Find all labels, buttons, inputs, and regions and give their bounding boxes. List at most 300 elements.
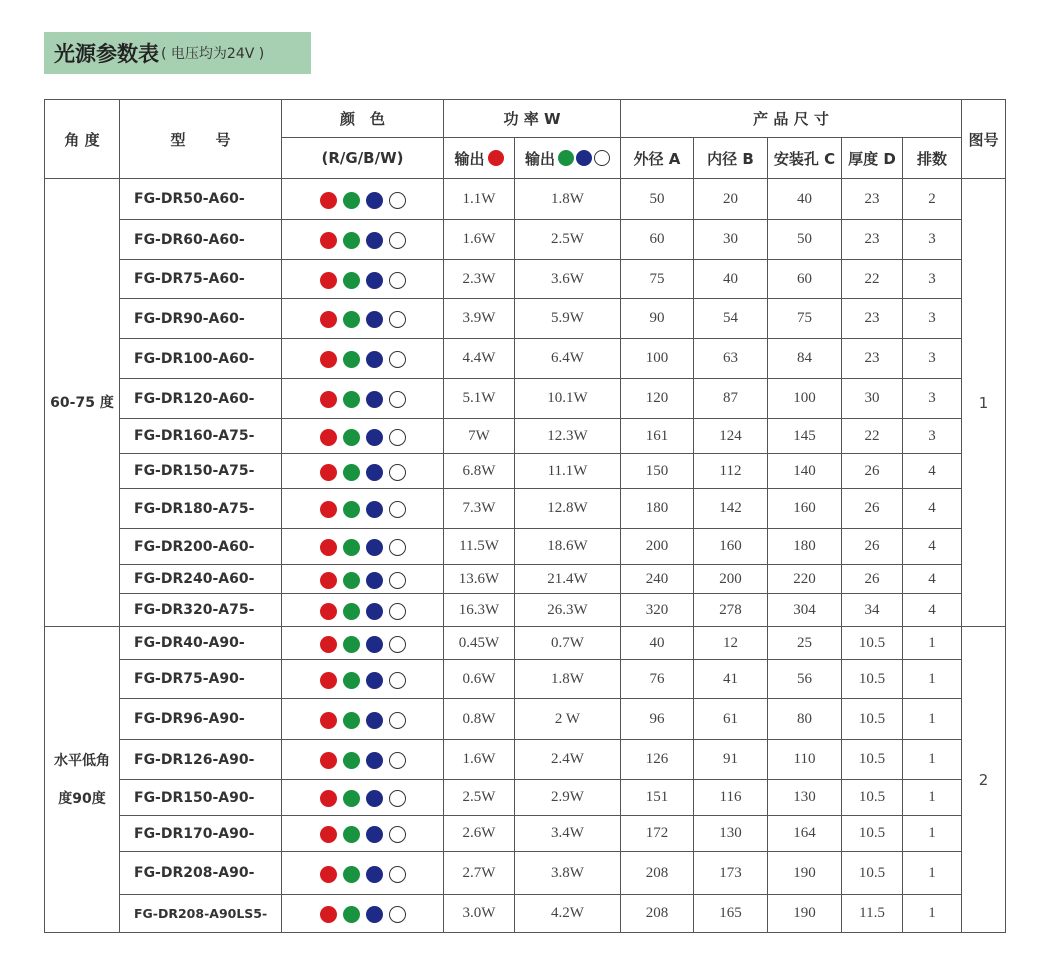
green-dot-icon	[343, 826, 360, 843]
power-gbw-cell: 3.8W	[515, 852, 621, 895]
white-dot-icon	[389, 866, 406, 883]
green-dot-icon	[343, 712, 360, 729]
power-red-cell: 1.6W	[444, 220, 515, 260]
table-row	[45, 379, 1006, 419]
power-gbw-cell: 10.1W	[515, 379, 621, 419]
header-rows-count: 排数	[903, 138, 962, 179]
blue-dot-icon	[366, 351, 383, 368]
green-dot-icon	[343, 351, 360, 368]
model-cell: FG-DR40-A90-	[120, 627, 282, 660]
green-dot-icon	[343, 636, 360, 653]
green-dot-icon	[343, 501, 360, 518]
power-red-cell: 13.6W	[444, 565, 515, 594]
color-cell	[282, 816, 444, 852]
thickness-cell: 23	[842, 339, 903, 379]
color-cell	[282, 299, 444, 339]
thickness-cell: 26	[842, 454, 903, 489]
inner-cell: 124	[694, 419, 768, 454]
blue-dot-icon	[576, 150, 592, 166]
red-dot-icon	[320, 429, 337, 446]
model-cell: FG-DR120-A60-	[120, 379, 282, 419]
power-red-cell: 0.8W	[444, 699, 515, 740]
white-dot-icon	[594, 150, 610, 166]
model-cell: FG-DR60-A60-	[120, 220, 282, 260]
white-dot-icon	[389, 429, 406, 446]
red-dot-icon	[320, 906, 337, 923]
thickness-cell: 26	[842, 489, 903, 529]
white-dot-icon	[389, 501, 406, 518]
header-outer: 外径 A	[621, 138, 694, 179]
rows-count-cell: 4	[903, 454, 962, 489]
blue-dot-icon	[366, 192, 383, 209]
power-gbw-cell: 18.6W	[515, 529, 621, 565]
model-cell: FG-DR150-A90-	[120, 780, 282, 816]
thickness-cell: 10.5	[842, 699, 903, 740]
color-cell	[282, 260, 444, 299]
rows-count-cell: 3	[903, 220, 962, 260]
red-dot-icon	[320, 391, 337, 408]
rows-count-cell: 4	[903, 594, 962, 627]
hole-cell: 25	[768, 627, 842, 660]
power-gbw-cell: 2 W	[515, 699, 621, 740]
color-cell	[282, 660, 444, 699]
rows-count-cell: 4	[903, 529, 962, 565]
outer-cell: 240	[621, 565, 694, 594]
power-red-cell: 4.4W	[444, 339, 515, 379]
blue-dot-icon	[366, 572, 383, 589]
rows-count-cell: 3	[903, 379, 962, 419]
thickness-cell: 10.5	[842, 780, 903, 816]
header-power: 功 率 W	[444, 100, 621, 138]
hole-cell: 130	[768, 780, 842, 816]
power-gbw-cell: 4.2W	[515, 895, 621, 933]
hole-cell: 80	[768, 699, 842, 740]
color-cell	[282, 627, 444, 660]
green-dot-icon	[343, 752, 360, 769]
power-red-cell: 5.1W	[444, 379, 515, 419]
white-dot-icon	[389, 752, 406, 769]
red-dot-icon	[320, 712, 337, 729]
power-gbw-cell: 2.4W	[515, 740, 621, 780]
model-cell: FG-DR208-A90LS5-	[120, 895, 282, 933]
blue-dot-icon	[366, 866, 383, 883]
inner-cell: 116	[694, 780, 768, 816]
power-red-cell: 3.0W	[444, 895, 515, 933]
rows-count-cell: 1	[903, 780, 962, 816]
model-cell: FG-DR75-A90-	[120, 660, 282, 699]
green-dot-icon	[343, 464, 360, 481]
table-row	[45, 699, 1006, 740]
power-gbw-cell: 12.8W	[515, 489, 621, 529]
page-subtitle: ( 电压均为24V )	[161, 46, 265, 62]
rows-count-cell: 4	[903, 489, 962, 529]
color-cell	[282, 852, 444, 895]
outer-cell: 76	[621, 660, 694, 699]
red-dot-icon	[320, 572, 337, 589]
outer-cell: 180	[621, 489, 694, 529]
table-row	[45, 895, 1006, 933]
outer-cell: 151	[621, 780, 694, 816]
red-dot-icon	[320, 672, 337, 689]
hole-cell: 140	[768, 454, 842, 489]
header-inner: 内径 B	[694, 138, 768, 179]
power-red-label: 输出	[454, 149, 485, 168]
red-dot-icon	[320, 826, 337, 843]
outer-cell: 320	[621, 594, 694, 627]
green-dot-icon	[343, 429, 360, 446]
table-row	[45, 454, 1006, 489]
blue-dot-icon	[366, 429, 383, 446]
rows-count-cell: 1	[903, 660, 962, 699]
inner-cell: 30	[694, 220, 768, 260]
thickness-cell: 26	[842, 529, 903, 565]
rows-count-cell: 3	[903, 339, 962, 379]
power-red-cell: 11.5W	[444, 529, 515, 565]
table-row	[45, 220, 1006, 260]
red-dot-icon	[488, 150, 504, 166]
model-cell: FG-DR170-A90-	[120, 816, 282, 852]
red-dot-icon	[320, 232, 337, 249]
header-thickness: 厚度 D	[842, 138, 903, 179]
outer-cell: 126	[621, 740, 694, 780]
color-cell	[282, 699, 444, 740]
outer-cell: 100	[621, 339, 694, 379]
white-dot-icon	[389, 826, 406, 843]
thickness-cell: 10.5	[842, 816, 903, 852]
power-gbw-cell: 3.4W	[515, 816, 621, 852]
red-dot-icon	[320, 752, 337, 769]
power-gbw-cell: 1.8W	[515, 179, 621, 220]
outer-cell: 75	[621, 260, 694, 299]
power-gbw-cell: 5.9W	[515, 299, 621, 339]
power-gbw-cell: 6.4W	[515, 339, 621, 379]
hole-cell: 50	[768, 220, 842, 260]
table-row	[45, 627, 1006, 660]
color-cell	[282, 454, 444, 489]
blue-dot-icon	[366, 603, 383, 620]
green-dot-icon	[343, 790, 360, 807]
model-cell: FG-DR240-A60-	[120, 565, 282, 594]
white-dot-icon	[389, 636, 406, 653]
blue-dot-icon	[366, 311, 383, 328]
red-dot-icon	[320, 272, 337, 289]
blue-dot-icon	[366, 672, 383, 689]
blue-dot-icon	[366, 752, 383, 769]
power-red-cell: 2.3W	[444, 260, 515, 299]
blue-dot-icon	[366, 826, 383, 843]
hole-cell: 84	[768, 339, 842, 379]
blue-dot-icon	[366, 232, 383, 249]
white-dot-icon	[389, 464, 406, 481]
thickness-cell: 10.5	[842, 660, 903, 699]
color-cell	[282, 179, 444, 220]
table-row	[45, 565, 1006, 594]
color-cell	[282, 780, 444, 816]
table-row	[45, 740, 1006, 780]
table-row	[45, 419, 1006, 454]
model-cell: FG-DR160-A75-	[120, 419, 282, 454]
thickness-cell: 23	[842, 299, 903, 339]
hole-cell: 40	[768, 179, 842, 220]
inner-cell: 165	[694, 895, 768, 933]
green-dot-icon	[343, 391, 360, 408]
color-cell	[282, 379, 444, 419]
header-color-sub: (R/G/B/W)	[282, 138, 444, 179]
hole-cell: 190	[768, 852, 842, 895]
power-red-cell: 2.7W	[444, 852, 515, 895]
white-dot-icon	[389, 790, 406, 807]
power-gbw-cell: 21.4W	[515, 565, 621, 594]
inner-cell: 61	[694, 699, 768, 740]
red-dot-icon	[320, 790, 337, 807]
power-red-cell: 1.1W	[444, 179, 515, 220]
inner-cell: 41	[694, 660, 768, 699]
table-row	[45, 529, 1006, 565]
power-red-cell: 0.45W	[444, 627, 515, 660]
rows-count-cell: 1	[903, 699, 962, 740]
thickness-cell: 30	[842, 379, 903, 419]
table-row	[45, 780, 1006, 816]
green-dot-icon	[343, 906, 360, 923]
blue-dot-icon	[366, 272, 383, 289]
table-row	[45, 816, 1006, 852]
red-dot-icon	[320, 539, 337, 556]
header-power-red	[444, 138, 515, 179]
green-dot-icon	[558, 150, 574, 166]
model-cell: FG-DR50-A60-	[120, 179, 282, 220]
color-cell	[282, 489, 444, 529]
color-cell	[282, 594, 444, 627]
page-title: 光源参数表	[54, 42, 159, 66]
rows-count-cell: 3	[903, 260, 962, 299]
table-row	[45, 594, 1006, 627]
color-cell	[282, 339, 444, 379]
white-dot-icon	[389, 906, 406, 923]
power-gbw-cell: 3.6W	[515, 260, 621, 299]
angle-group-cell: 水平低角度90度	[45, 627, 120, 933]
thickness-cell: 22	[842, 260, 903, 299]
white-dot-icon	[389, 272, 406, 289]
green-dot-icon	[343, 866, 360, 883]
header-model: 型 号	[120, 100, 282, 179]
outer-cell: 200	[621, 529, 694, 565]
inner-cell: 130	[694, 816, 768, 852]
outer-cell: 90	[621, 299, 694, 339]
table-row	[45, 179, 1006, 220]
red-dot-icon	[320, 866, 337, 883]
header-size: 产 品 尺 寸	[621, 100, 962, 138]
inner-cell: 54	[694, 299, 768, 339]
title-box	[44, 32, 311, 74]
hole-cell: 180	[768, 529, 842, 565]
model-cell: FG-DR96-A90-	[120, 699, 282, 740]
blue-dot-icon	[366, 391, 383, 408]
model-cell: FG-DR126-A90-	[120, 740, 282, 780]
hole-cell: 75	[768, 299, 842, 339]
color-cell	[282, 740, 444, 780]
outer-cell: 161	[621, 419, 694, 454]
hole-cell: 145	[768, 419, 842, 454]
header-color: 颜 色	[282, 100, 444, 138]
power-red-cell: 0.6W	[444, 660, 515, 699]
red-dot-icon	[320, 351, 337, 368]
inner-cell: 160	[694, 529, 768, 565]
hole-cell: 190	[768, 895, 842, 933]
outer-cell: 208	[621, 852, 694, 895]
angle-group-cell: 60-75 度	[45, 179, 120, 627]
model-cell: FG-DR208-A90-	[120, 852, 282, 895]
thickness-cell: 23	[842, 220, 903, 260]
figure-cell: 2	[962, 627, 1006, 933]
white-dot-icon	[389, 311, 406, 328]
power-red-cell: 2.5W	[444, 780, 515, 816]
hole-cell: 160	[768, 489, 842, 529]
blue-dot-icon	[366, 464, 383, 481]
power-gbw-cell: 2.9W	[515, 780, 621, 816]
inner-cell: 12	[694, 627, 768, 660]
hole-cell: 60	[768, 260, 842, 299]
red-dot-icon	[320, 192, 337, 209]
color-cell	[282, 529, 444, 565]
model-cell: FG-DR150-A75-	[120, 454, 282, 489]
blue-dot-icon	[366, 712, 383, 729]
blue-dot-icon	[366, 501, 383, 518]
power-red-cell: 16.3W	[444, 594, 515, 627]
model-cell: FG-DR75-A60-	[120, 260, 282, 299]
rows-count-cell: 4	[903, 565, 962, 594]
power-gbw-cell: 11.1W	[515, 454, 621, 489]
power-gbw-cell: 26.3W	[515, 594, 621, 627]
header-figure: 图号	[962, 100, 1006, 179]
rows-count-cell: 1	[903, 627, 962, 660]
model-cell: FG-DR180-A75-	[120, 489, 282, 529]
white-dot-icon	[389, 192, 406, 209]
table-row	[45, 299, 1006, 339]
thickness-cell: 34	[842, 594, 903, 627]
thickness-cell: 23	[842, 179, 903, 220]
color-cell	[282, 220, 444, 260]
outer-cell: 150	[621, 454, 694, 489]
outer-cell: 120	[621, 379, 694, 419]
header-hole: 安装孔 C	[768, 138, 842, 179]
rows-count-cell: 3	[903, 419, 962, 454]
white-dot-icon	[389, 539, 406, 556]
outer-cell: 60	[621, 220, 694, 260]
rows-count-cell: 1	[903, 740, 962, 780]
blue-dot-icon	[366, 636, 383, 653]
power-red-cell: 2.6W	[444, 816, 515, 852]
white-dot-icon	[389, 603, 406, 620]
thickness-cell: 26	[842, 565, 903, 594]
rows-count-cell: 2	[903, 179, 962, 220]
header-angle: 角 度	[45, 100, 120, 179]
inner-cell: 91	[694, 740, 768, 780]
inner-cell: 200	[694, 565, 768, 594]
inner-cell: 112	[694, 454, 768, 489]
inner-cell: 87	[694, 379, 768, 419]
green-dot-icon	[343, 232, 360, 249]
red-dot-icon	[320, 501, 337, 518]
white-dot-icon	[389, 391, 406, 408]
white-dot-icon	[389, 232, 406, 249]
green-dot-icon	[343, 192, 360, 209]
power-gbw-label: 输出	[524, 149, 555, 168]
green-dot-icon	[343, 539, 360, 556]
blue-dot-icon	[366, 790, 383, 807]
thickness-cell: 10.5	[842, 627, 903, 660]
model-cell: FG-DR90-A60-	[120, 299, 282, 339]
power-red-cell: 7W	[444, 419, 515, 454]
green-dot-icon	[343, 603, 360, 620]
rows-count-cell: 1	[903, 895, 962, 933]
green-dot-icon	[343, 572, 360, 589]
model-cell: FG-DR200-A60-	[120, 529, 282, 565]
header-power-gbw	[515, 138, 621, 179]
hole-cell: 220	[768, 565, 842, 594]
thickness-cell: 11.5	[842, 895, 903, 933]
power-red-cell: 6.8W	[444, 454, 515, 489]
blue-dot-icon	[366, 906, 383, 923]
table-row	[45, 339, 1006, 379]
power-gbw-cell: 2.5W	[515, 220, 621, 260]
hole-cell: 164	[768, 816, 842, 852]
green-dot-icon	[343, 311, 360, 328]
green-dot-icon	[343, 672, 360, 689]
table-body	[45, 179, 1006, 933]
outer-cell: 40	[621, 627, 694, 660]
table-row	[45, 660, 1006, 699]
figure-cell: 1	[962, 179, 1006, 627]
white-dot-icon	[389, 672, 406, 689]
thickness-cell: 10.5	[842, 852, 903, 895]
hole-cell: 100	[768, 379, 842, 419]
inner-cell: 63	[694, 339, 768, 379]
color-cell	[282, 895, 444, 933]
white-dot-icon	[389, 351, 406, 368]
white-dot-icon	[389, 712, 406, 729]
inner-cell: 20	[694, 179, 768, 220]
white-dot-icon	[389, 572, 406, 589]
red-dot-icon	[320, 603, 337, 620]
hole-cell: 304	[768, 594, 842, 627]
red-dot-icon	[320, 311, 337, 328]
rows-count-cell: 1	[903, 852, 962, 895]
thickness-cell: 10.5	[842, 740, 903, 780]
blue-dot-icon	[366, 539, 383, 556]
outer-cell: 172	[621, 816, 694, 852]
outer-cell: 50	[621, 179, 694, 220]
table-row	[45, 852, 1006, 895]
thickness-cell: 22	[842, 419, 903, 454]
power-red-cell: 3.9W	[444, 299, 515, 339]
outer-cell: 208	[621, 895, 694, 933]
inner-cell: 40	[694, 260, 768, 299]
color-cell	[282, 565, 444, 594]
table-row	[45, 260, 1006, 299]
power-red-cell: 7.3W	[444, 489, 515, 529]
power-gbw-cell: 0.7W	[515, 627, 621, 660]
power-gbw-cell: 12.3W	[515, 419, 621, 454]
model-cell: FG-DR100-A60-	[120, 339, 282, 379]
red-dot-icon	[320, 464, 337, 481]
inner-cell: 142	[694, 489, 768, 529]
table-row	[45, 489, 1006, 529]
inner-cell: 173	[694, 852, 768, 895]
color-cell	[282, 419, 444, 454]
outer-cell: 96	[621, 699, 694, 740]
rows-count-cell: 1	[903, 816, 962, 852]
red-dot-icon	[320, 636, 337, 653]
